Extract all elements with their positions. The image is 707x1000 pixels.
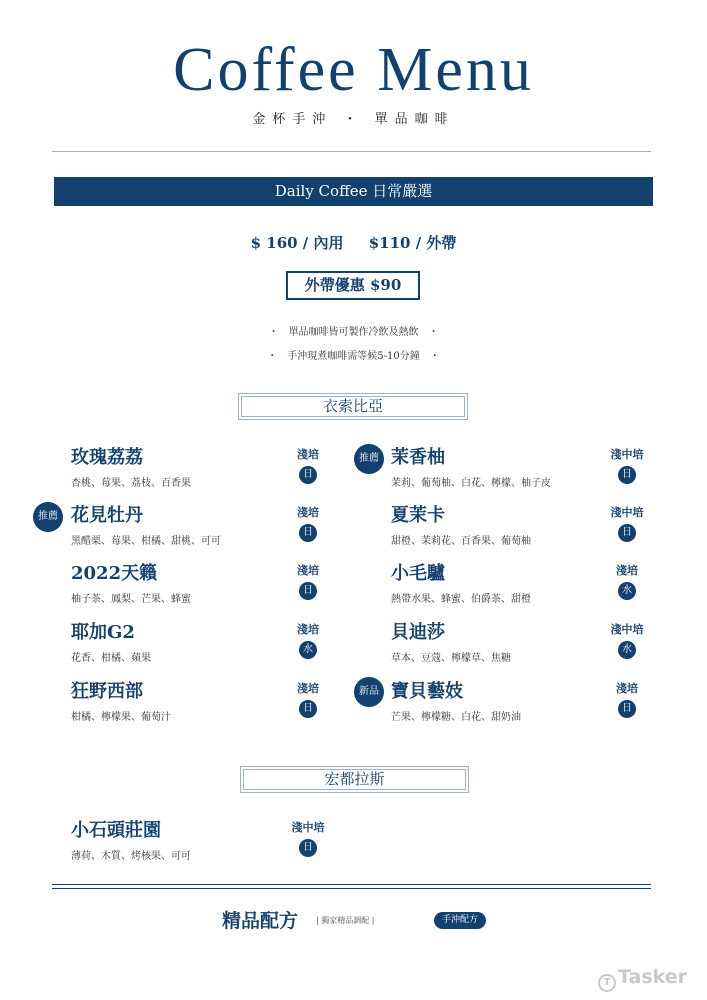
- coffee-item: [391, 505, 531, 547]
- roast-info: [602, 564, 652, 600]
- roast-info: [283, 682, 333, 718]
- daily-coffee-banner: Daily Coffee 日常嚴選: [54, 177, 653, 206]
- footer-divider: [52, 888, 651, 889]
- note-hot-cold: [0, 323, 707, 338]
- header-divider: [52, 151, 651, 152]
- recommended-badge: 推薦: [354, 444, 384, 474]
- coffee-name: 耶加G2: [71, 622, 135, 643]
- bullet-icon: ・: [428, 327, 439, 338]
- coffee-name: 狂野西部: [71, 681, 143, 702]
- roast-info: [602, 506, 652, 542]
- roast-info: [283, 506, 333, 542]
- process-icon: 水: [299, 641, 317, 659]
- coffee-item: [391, 563, 531, 605]
- region-honduras: 宏都拉斯: [240, 766, 469, 793]
- flavor-notes: 柚子茶、鳳梨、芒果、蜂蜜: [71, 594, 191, 605]
- roast-level: 淺培: [297, 506, 319, 519]
- coffee-item: [391, 681, 521, 723]
- coffee-name: 小石頭莊園: [71, 820, 161, 841]
- blend-subtitle: | 獨家精品調配 |: [316, 916, 375, 925]
- roast-info: [602, 682, 652, 718]
- watermark-text: Tasker: [618, 966, 688, 988]
- flavor-notes: 熱帶水果、蜂蜜、伯爵茶、甜橙: [391, 594, 531, 605]
- coffee-item: [71, 447, 191, 489]
- process-icon: 日: [299, 700, 317, 718]
- tasker-logo-icon: T: [598, 974, 616, 992]
- takeout-promo-box: 外帶優惠 $90: [286, 271, 420, 300]
- coffee-item: [71, 681, 171, 723]
- blend-section-title: 精品配方: [222, 910, 299, 932]
- flavor-notes: 柑橘、檸檬果、葡萄汁: [71, 712, 171, 723]
- process-icon: 水: [618, 582, 636, 600]
- coffee-item: [71, 820, 191, 862]
- coffee-item: [71, 563, 191, 605]
- flavor-notes: 芒果、檸檬糖、白花、甜奶油: [391, 712, 521, 723]
- note-text: 手沖現煮咖啡需等候5-10分鐘: [287, 351, 420, 362]
- roast-info: [283, 623, 333, 659]
- bullet-icon: ・: [268, 327, 279, 338]
- process-icon: 日: [299, 466, 317, 484]
- bullet-icon: ・: [267, 351, 278, 362]
- recommended-badge: 推薦: [33, 502, 63, 532]
- flavor-notes: 杏桃、莓果、荔枝、百香果: [71, 478, 191, 489]
- process-icon: 日: [299, 582, 317, 600]
- coffee-item: [71, 505, 221, 547]
- roast-level: 淺培: [297, 682, 319, 695]
- footer-divider: [52, 884, 651, 885]
- roast-info: [602, 448, 652, 484]
- roast-level: 淺培: [616, 682, 638, 695]
- coffee-name: 2022天籟: [71, 563, 158, 584]
- roast-info: [283, 448, 333, 484]
- roast-level: 淺培: [297, 448, 319, 461]
- coffee-name: 茉香柚: [391, 447, 445, 468]
- coffee-name: 花見牡丹: [71, 505, 143, 526]
- roast-level: 淺中培: [610, 448, 644, 461]
- price-dine-in: $ 160 / 內用: [250, 234, 344, 252]
- flavor-notes: 花香、柑橘、蘋果: [71, 653, 151, 664]
- coffee-item: [71, 622, 151, 664]
- flavor-notes: 草本、豆蔻、檸檬草、焦糖: [391, 653, 511, 664]
- coffee-item: [391, 447, 551, 489]
- flavor-notes: 甜橙、茉莉花、百香果、葡萄柚: [391, 536, 531, 547]
- coffee-item: [391, 622, 511, 664]
- new-item-badge: 新品: [354, 677, 384, 707]
- process-icon: 日: [618, 700, 636, 718]
- tasker-watermark: [598, 966, 687, 992]
- process-icon: 日: [618, 524, 636, 542]
- coffee-name: 貝迪莎: [391, 622, 445, 643]
- pour-over-blend-tag: 手沖配方: [434, 912, 486, 929]
- bullet-icon: ・: [429, 351, 440, 362]
- coffee-name: 夏茉卡: [391, 505, 445, 526]
- coffee-name: 寶貝藝妓: [391, 681, 463, 702]
- roast-level: 淺培: [297, 564, 319, 577]
- process-icon: 日: [299, 839, 317, 857]
- flavor-notes: 薄荷、木質、烤核果、可可: [71, 851, 191, 862]
- roast-info: [283, 564, 333, 600]
- menu-subtitle: 金杯手沖 ・ 單品咖啡: [252, 112, 455, 127]
- roast-level: 淺中培: [291, 821, 325, 834]
- roast-level: 淺中培: [610, 623, 644, 636]
- price-takeout: $110 / 外帶: [368, 234, 457, 252]
- note-text: 單品咖啡皆可製作冷飲及熱飲: [288, 327, 419, 338]
- roast-level: 淺中培: [610, 506, 644, 519]
- note-wait-time: [0, 347, 707, 362]
- coffee-name: 小毛驢: [391, 563, 445, 584]
- price-line: [0, 232, 707, 253]
- menu-title: Coffee Menu: [173, 36, 534, 104]
- roast-level: 淺培: [616, 564, 638, 577]
- flavor-notes: 茉莉、葡萄柚、白花、檸檬、柚子皮: [391, 478, 551, 489]
- process-icon: 日: [299, 524, 317, 542]
- roast-level: 淺培: [297, 623, 319, 636]
- roast-info: [283, 821, 333, 857]
- coffee-name: 玫瑰荔荔: [71, 447, 143, 468]
- process-icon: 水: [618, 641, 636, 659]
- process-icon: 日: [618, 466, 636, 484]
- flavor-notes: 黑醋栗、莓果、柑橘、甜桃、可可: [71, 536, 221, 547]
- region-ethiopia: 衣索比亞: [238, 393, 468, 420]
- roast-info: [602, 623, 652, 659]
